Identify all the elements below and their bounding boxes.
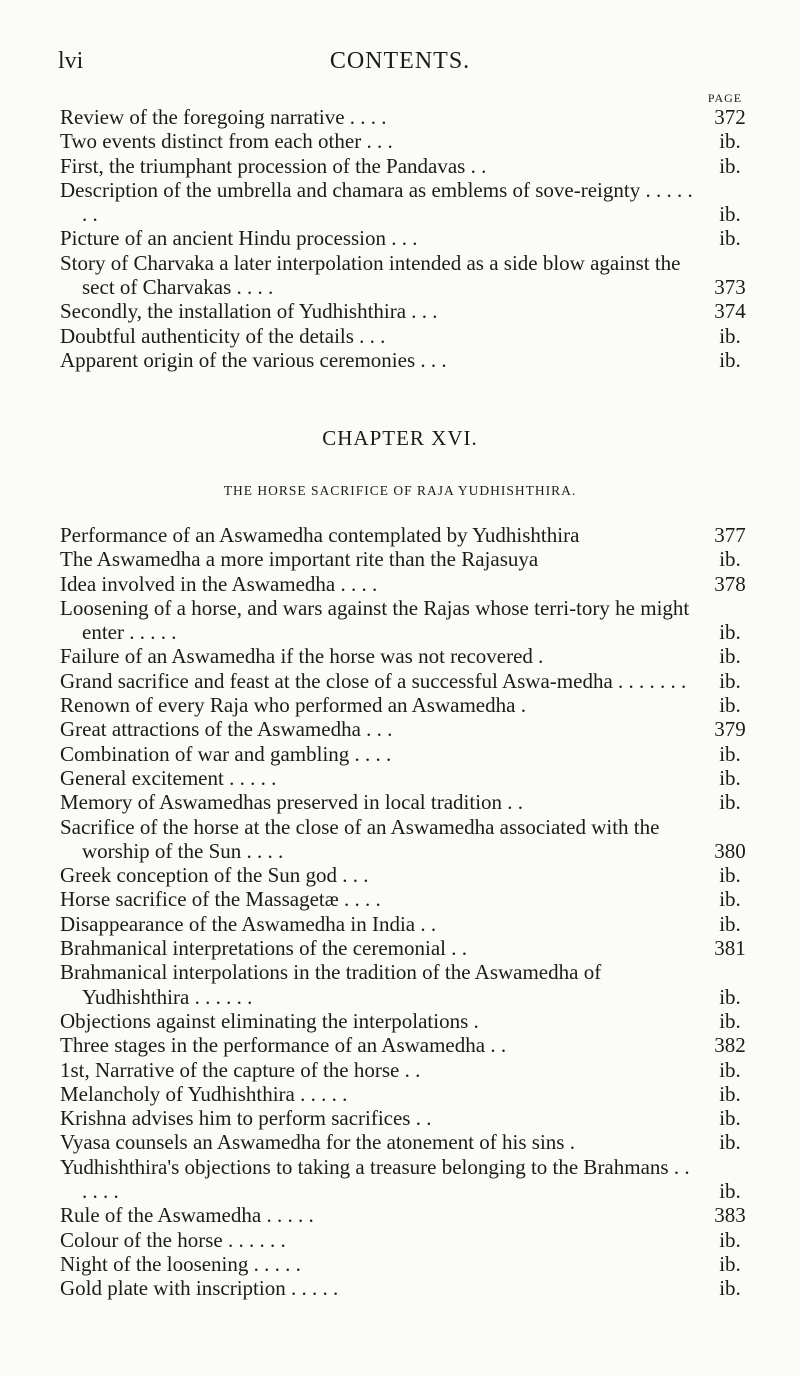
toc-entry-text: Performance of an Aswamedha contemplated by Yudhishthira (60, 523, 580, 547)
toc-entry-text: Colour of the horse . . . . . . (60, 1227, 286, 1252)
toc-entry-text: Gold plate with inscription . . . . . (60, 1276, 339, 1301)
toc-entry (60, 863, 760, 887)
toc-entry (60, 1009, 760, 1033)
toc-entry-page: 381 (714, 936, 746, 961)
chapter-subtitle: THE HORSE SACRIFICE OF RAJA YUDHISHTHIRA. (223, 483, 577, 498)
toc-entry-page: ib. (719, 1130, 741, 1155)
toc-entry-text: Greek conception of the Sun god . . . (60, 863, 369, 888)
toc-entry-page: 382 (714, 1033, 746, 1058)
toc-entry-page: 372 (714, 105, 746, 129)
toc-entry-text: The Aswamedha a more important rite than the Rajasuya (60, 547, 539, 572)
toc-entry-text: General excitement . . . . . (60, 765, 277, 790)
toc-entry-page: ib. (719, 984, 741, 1009)
toc-entry (60, 790, 760, 814)
toc-entry-text: Brahmanical interpretations of the ceremonial . . (60, 936, 468, 961)
toc-entry-page: ib. (719, 863, 741, 888)
toc-entry (60, 742, 760, 766)
toc-entry (60, 154, 760, 178)
toc-entry (60, 1082, 760, 1106)
toc-entry-page: 383 (714, 1203, 746, 1228)
chapter-title: CHAPTER XVI. (322, 426, 478, 450)
toc-entry-text: Failure of an Aswamedha if the horse was not recovered . (60, 644, 544, 669)
toc-entry (60, 669, 760, 693)
toc-entry (60, 766, 760, 790)
toc-entry (60, 1155, 760, 1204)
toc-entry-text: Krishna advises him to perform sacrifices . . (60, 1106, 432, 1131)
toc-entry (60, 1106, 760, 1130)
toc-entry (60, 1228, 760, 1252)
toc-entry-text: Melancholy of Yudhishthira . . . . . (60, 1081, 348, 1106)
toc-entry-page: 373 (714, 275, 746, 300)
toc-entry-page: ib. (719, 741, 741, 766)
toc-entry-page: ib. (719, 1106, 741, 1131)
toc-entry-text: Rule of the Aswamedha . . . . . (60, 1203, 314, 1228)
toc-entry-page: ib. (719, 1276, 741, 1301)
toc-entry-text: Brahmanical interpolations in the tradition of the Aswamedha of Yudhishthira . . . . . . (60, 960, 602, 1009)
toc-entry (60, 717, 760, 741)
toc-entry-page: ib. (719, 226, 741, 251)
toc-entry (60, 912, 760, 936)
toc-entry (60, 547, 760, 571)
toc-entry (60, 299, 760, 323)
toc-entry-page: ib. (719, 1227, 741, 1252)
toc-entry-page: ib. (719, 887, 741, 912)
toc-entry (60, 178, 760, 227)
toc-entry (60, 129, 760, 153)
toc-entry-text: Doubtful authenticity of the details . . . (60, 323, 386, 348)
page-number: lvi (58, 48, 84, 74)
toc-section-2 (60, 523, 760, 1301)
toc-entry (60, 644, 760, 668)
toc-entry (60, 523, 760, 547)
toc-entry-page: ib. (719, 1008, 741, 1033)
running-header (0, 48, 800, 78)
toc-entry-text: Horse sacrifice of the Massagetæ . . . . (60, 887, 381, 912)
toc-entry-page: ib. (719, 911, 741, 936)
toc-entry-text: Combination of war and gambling . . . . (60, 741, 392, 766)
toc-entry (60, 348, 760, 372)
toc-entry-text: Review of the foregoing narrative . . . . (60, 105, 387, 129)
toc-entry (60, 226, 760, 250)
toc-section-1 (60, 105, 760, 372)
toc-entry-text: Apparent origin of the various ceremonies . . . (60, 347, 447, 372)
toc-entry-page: ib. (719, 693, 741, 718)
toc-entry-text: Night of the loosening . . . . . (60, 1251, 301, 1276)
toc-entry (60, 1203, 760, 1227)
toc-entry (60, 1130, 760, 1154)
toc-entry (60, 693, 760, 717)
toc-entry-text: Idea involved in the Aswamedha . . . . (60, 571, 378, 596)
toc-entry-page: 377 (714, 523, 746, 547)
toc-entry-text: Great attractions of the Aswamedha . . . (60, 717, 393, 742)
toc-entry-text: Sacrifice of the horse at the close of an Aswamedha associated with the worship of the Sun . . . . (60, 814, 660, 863)
toc-entry-page: ib. (719, 668, 741, 693)
toc-entry-page: ib. (719, 153, 741, 178)
toc-entry-page: ib. (719, 347, 741, 372)
toc-entry (60, 960, 760, 1009)
toc-entry (60, 815, 760, 864)
toc-entry-text: Yudhishthira's objections to taking a treasure belonging to the Brahmans . . . . . . (60, 1154, 690, 1204)
toc-entry (60, 1252, 760, 1276)
toc-entry-text: Objections against eliminating the interpolations . (60, 1008, 479, 1033)
toc-entry-text: First, the triumphant procession of the Pandavas . . (60, 153, 487, 178)
page-column-label: PAGE (707, 91, 743, 105)
toc-entry (60, 324, 760, 348)
toc-entry-text: 1st, Narrative of the capture of the horse . . (60, 1057, 421, 1082)
toc-entry-page: ib. (719, 790, 741, 815)
toc-entry (60, 936, 760, 960)
toc-entry (60, 1276, 760, 1300)
toc-entry (60, 105, 760, 129)
toc-entry-text: Story of Charvaka a later interpolation intended as a side blow against the sect of Charvakas . . . . (60, 250, 681, 300)
toc-entry-text: Secondly, the installation of Yudhishthira . . . (60, 299, 438, 324)
toc-entry-text: Disappearance of the Aswamedha in India . . (60, 911, 437, 936)
toc-entry-page: 380 (714, 838, 746, 863)
toc-entry-text: Renown of every Raja who performed an Aswamedha . (60, 693, 526, 718)
toc-entry-page: ib. (719, 547, 741, 572)
page-title: CONTENTS. (329, 48, 471, 74)
toc-entry (60, 596, 760, 645)
toc-entry-text: Picture of an ancient Hindu procession . . . (60, 226, 418, 251)
toc-entry-page: ib. (719, 202, 741, 227)
toc-entry-page: ib. (719, 323, 741, 348)
toc-entry (60, 251, 760, 300)
toc-entry (60, 572, 760, 596)
toc-entry-page: ib. (719, 1251, 741, 1276)
toc-entry-page: 379 (714, 717, 746, 742)
toc-entry-page: ib. (719, 1057, 741, 1082)
toc-entry-text: Two events distinct from each other . . . (60, 129, 393, 154)
toc-entry-text: Grand sacrifice and feast at the close of a successful Aswa-medha . . . . . . . (60, 668, 687, 693)
toc-entry-page: ib. (719, 1081, 741, 1106)
toc-entry-page: ib. (719, 644, 741, 669)
toc-entry-page: 374 (714, 299, 746, 324)
toc-entry-page: ib. (719, 620, 741, 645)
toc-entry-page: ib. (719, 1179, 741, 1204)
toc-entry-page: ib. (719, 129, 741, 154)
toc-entry-text: Memory of Aswamedhas preserved in local tradition . . (60, 790, 524, 815)
toc-entry-page: 378 (714, 571, 746, 596)
toc-entry (60, 887, 760, 911)
toc-entry-text: Vyasa counsels an Aswamedha for the atonement of his sins . (60, 1130, 575, 1155)
toc-entry-text: Description of the umbrella and chamara as emblems of sove-reignty . . . . . . . (60, 177, 693, 227)
toc-entry (60, 1033, 760, 1057)
toc-entry-page: ib. (719, 765, 741, 790)
toc-entry (60, 1058, 760, 1082)
toc-entry-text: Loosening of a horse, and wars against the Rajas whose terri-tory he might enter . . . . . (60, 595, 690, 645)
toc-entry-text: Three stages in the performance of an Aswamedha . . (60, 1033, 507, 1058)
